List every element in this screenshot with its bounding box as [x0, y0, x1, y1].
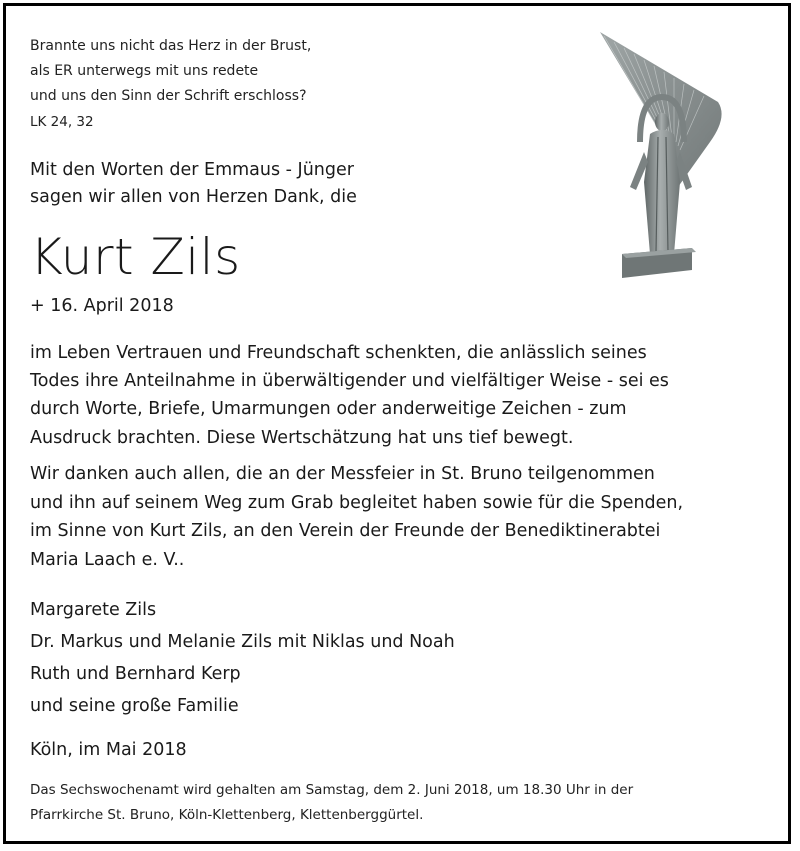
emmaus-sculpture-icon — [600, 22, 730, 284]
intro-line-1: Mit den Worten der Emmaus - Jünger — [30, 160, 354, 180]
family-member: Dr. Markus und Melanie Zils mit Niklas und Noah — [30, 632, 455, 652]
paragraph2-line-1: Wir danken auch allen, die an der Messfeier in St. Bruno teilgenommen — [30, 464, 655, 484]
quote-line-2: als ER unterwegs mit uns redete — [30, 63, 259, 79]
paragraph1-line-4: Ausdruck brachten. Diese Wertschätzung hat uns tief bewegt. — [30, 428, 574, 448]
notice-line-2: Pfarrkirche St. Bruno, Köln-Klettenberg, Klettenberggürtel. — [30, 807, 424, 823]
notice-line-1: Das Sechswochenamt wird gehalten am Samstag, dem 2. Juni 2018, um 18.30 Uhr in der — [30, 782, 634, 798]
family-member: und seine große Familie — [30, 696, 239, 716]
bible-reference: LK 24, 32 — [30, 114, 94, 130]
intro-line-2: sagen wir allen von Herzen Dank, die — [30, 187, 357, 207]
paragraph1-line-3: durch Worte, Briefe, Umarmungen oder anderweitige Zeichen - zum — [30, 399, 627, 419]
paragraph1-line-1: im Leben Vertrauen und Freundschaft schenkten, die anlässlich seines — [30, 343, 647, 363]
death-date: + 16. April 2018 — [30, 296, 174, 316]
paragraph2-line-3: im Sinne von Kurt Zils, an den Verein der Freunde der Benediktinerabtei — [30, 521, 661, 541]
paragraph1-line-2: Todes ihre Anteilnahme in überwältigender und vielfältiger Weise - sei es — [30, 371, 669, 391]
place-date: Köln, im Mai 2018 — [30, 740, 187, 760]
paragraph2-line-2: und ihn auf seinem Weg zum Grab begleitet haben sowie für die Spenden, — [30, 493, 684, 513]
paragraph2-line-4: Maria Laach e. V.. — [30, 550, 185, 570]
quote-line-3: und uns den Sinn der Schrift erschloss? — [30, 88, 307, 104]
family-member: Ruth und Bernhard Kerp — [30, 664, 241, 684]
quote-line-1: Brannte uns nicht das Herz in der Brust, — [30, 38, 312, 54]
family-member: Margarete Zils — [30, 600, 157, 620]
deceased-name: Kurt Zils — [30, 228, 241, 286]
